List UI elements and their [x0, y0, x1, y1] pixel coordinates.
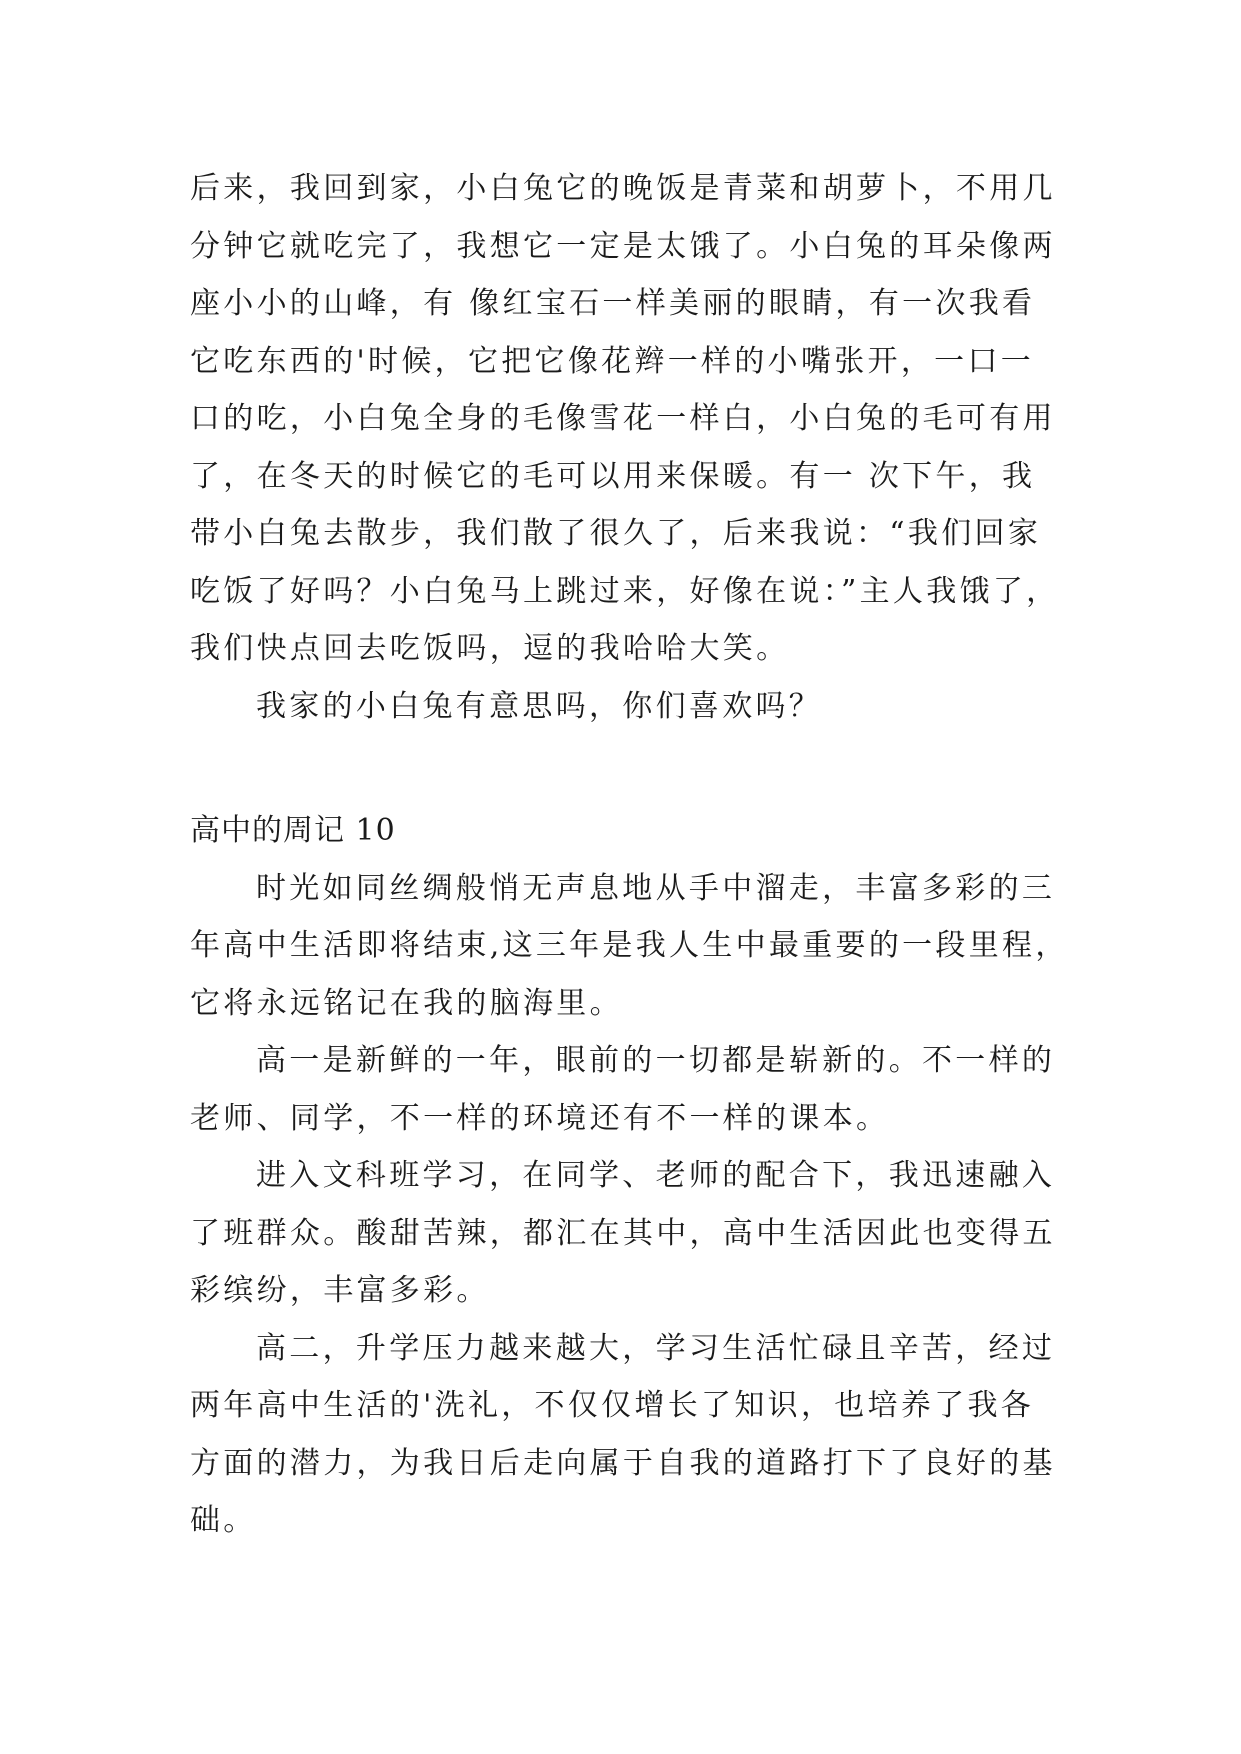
paragraph-line: 方面的潜力，为我日后走向属于自我的道路打下了良好的基	[190, 1445, 1056, 1481]
essay-paragraph	[190, 1147, 1070, 1320]
paragraph-line: 础。	[190, 1503, 257, 1538]
paragraph-line: 后来，我回到家，小白兔它的晚饭是青菜和胡萝卜，不用几	[190, 171, 1056, 206]
paragraph-line: 高二，升学压力越来越大，学习生活忙碌且辛苦，经过	[256, 1330, 1056, 1366]
story-section	[190, 160, 1070, 735]
paragraph-line: 口的吃，小白兔全身的毛像雪花一样白，小白兔的毛可有用	[190, 401, 1056, 436]
paragraph-line: 我们快点回去吃饭吗，逗的我哈哈大笑。	[190, 631, 790, 666]
essay-paragraph	[190, 1032, 1070, 1147]
paragraph-line: 时光如同丝绸般悄无声息地从手中溜走，丰富多彩的三	[256, 870, 1056, 906]
paragraph-line: 老师、同学，不一样的环境还有不一样的课本。	[190, 1100, 890, 1136]
paragraph-line: 两年高中生活的'洗礼，不仅仅增长了知识，也培养了我各	[190, 1388, 1035, 1423]
paragraph-line: 年高中生活即将结束,这三年是我人生中最重要的一段里程，	[190, 928, 1069, 963]
essay-paragraph	[190, 1320, 1070, 1550]
paragraph-line: 吃饭了好吗？小白兔马上跳过来，好像在说：”主人我饿了，	[190, 573, 1060, 609]
paragraph-line: 了班群众。酸甜苦辣，都汇在其中，高中生活因此也变得五	[190, 1215, 1056, 1251]
story-closing-line: 我家的小白兔有意思吗，你们喜欢吗？	[256, 688, 823, 724]
paragraph-line: 彩缤纷，丰富多彩。	[190, 1273, 490, 1308]
essay-paragraph	[190, 860, 1070, 1033]
paragraph-line: 座小小的山峰，有 像红宝石一样美丽的眼睛，有一次我看	[190, 286, 1036, 321]
paragraph-line: 它将永远铭记在我的脑海里。	[190, 985, 623, 1021]
paragraph-line: 它吃东西的'时候，它把它像花辫一样的小嘴张开，一口一	[190, 343, 1035, 379]
essay-title: 高中的周记 10	[190, 813, 396, 848]
paragraph-line: 了，在冬天的时候它的毛可以用来保暖。有一 次下午，我	[190, 458, 1036, 494]
essay-section	[190, 802, 1070, 1550]
paragraph-line: 分钟它就吃完了，我想它一定是太饿了。小白兔的耳朵像两	[190, 228, 1056, 264]
paragraph-line: 进入文科班学习，在同学、老师的配合下，我迅速融入	[256, 1158, 1056, 1193]
paragraph-line: 高一是新鲜的一年，眼前的一切都是崭新的。不一样的	[256, 1043, 1056, 1078]
story-paragraph	[190, 160, 1070, 678]
paragraph-line: 带小白兔去散步，我们散了很久了，后来我说：“我们回家	[190, 516, 1042, 551]
